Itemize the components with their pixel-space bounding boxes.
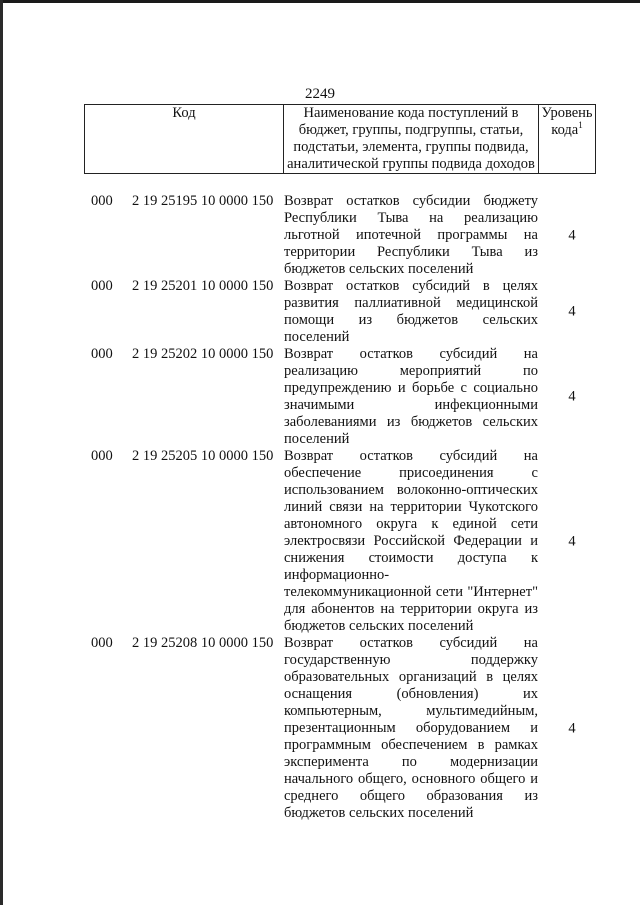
header-name-line: подстатьи, элемента, группы подвида, (293, 139, 529, 155)
description-line: поселений (284, 329, 350, 345)
code-level: 4 (568, 720, 576, 736)
header-level-text: кода (551, 122, 579, 138)
description-line: заболеваниями из бюджетов сельских (284, 414, 538, 430)
description-line: Возврат остатков субсидий в целях (284, 278, 538, 294)
description-line: бюджетов сельских поселений (284, 805, 474, 821)
table-row (0, 193, 640, 278)
budget-code: 2 19 25201 10 0000 150 (132, 278, 274, 294)
code-description (284, 278, 538, 346)
description-line: информационно- (284, 567, 390, 583)
description-line: льготной ипотечной программы на (284, 227, 538, 243)
code-rows (0, 193, 640, 822)
description-line: снижения стоимости доступа к (284, 550, 538, 566)
description-line: программным обеспечением в рамках (284, 737, 538, 753)
description-line: презентационным оборудованием и (284, 720, 538, 736)
code-level: 4 (568, 227, 576, 243)
description-line: компьютерным, мультимедийным, (284, 703, 538, 719)
table-row (0, 346, 640, 448)
page-number: 2249 (305, 86, 335, 102)
budget-code: 2 19 25208 10 0000 150 (132, 635, 274, 651)
description-line: значимыми инфекционными (284, 397, 538, 413)
header-name-line: бюджет, группы, подгруппы, статьи, (298, 122, 524, 138)
description-line: предупреждению и борьбе с социально (284, 380, 538, 396)
code-level: 4 (568, 533, 576, 549)
description-line: электросвязи Российской Федерации и (284, 533, 538, 549)
admin-code: 000 (91, 278, 113, 294)
admin-code: 000 (91, 346, 113, 362)
description-line: Возврат остатков субсидий на (284, 448, 538, 464)
budget-code: 2 19 25202 10 0000 150 (132, 346, 274, 362)
description-line: линий связи на территории Чукотского (284, 499, 538, 515)
description-line: образовательных организаций в целях (284, 669, 538, 685)
admin-code: 000 (91, 193, 113, 209)
table-row (0, 448, 640, 635)
description-line: оснащения (обновления) их (284, 686, 538, 702)
description-line: эксперимента по модернизации (284, 754, 538, 770)
header-name-line: Наименование кода поступлений в (303, 105, 519, 121)
scan-edge-top (0, 0, 640, 3)
description-line: бюджетов сельских поселений (284, 618, 474, 634)
description-line: территории Республики Тыва из (284, 244, 538, 260)
description-line: обеспечение присоединения с (284, 465, 538, 481)
description-line: Республики Тыва на реализацию (284, 210, 538, 226)
header-name (284, 105, 539, 174)
code-description (284, 346, 538, 448)
description-line: начального общего, основного общего и (284, 771, 538, 787)
code-level: 4 (568, 388, 576, 405)
description-line: бюджетов сельских поселений (284, 261, 474, 277)
header-name-line: аналитической группы подвида доходов (287, 156, 535, 172)
code-level: 4 (568, 303, 576, 320)
header-code: Код (85, 105, 284, 174)
description-line: помощи из бюджетов сельских (284, 312, 538, 328)
budget-code: 2 19 25195 10 0000 150 (132, 193, 274, 209)
code-description (284, 448, 538, 635)
budget-code: 2 19 25205 10 0000 150 (132, 448, 274, 464)
description-line: поселений (284, 431, 350, 447)
description-line: среднего общего образования из (284, 788, 538, 804)
table-row (0, 635, 640, 822)
footnote-marker: 1 (578, 120, 583, 131)
admin-code: 000 (91, 635, 113, 651)
table-row (0, 278, 640, 346)
admin-code: 000 (91, 448, 113, 464)
header-level-line2 (541, 122, 593, 139)
description-line: реализацию мероприятий по (284, 363, 538, 379)
code-description (284, 635, 538, 822)
description-line: Возврат остатков субсидий на (284, 346, 538, 362)
description-line: государственную поддержку (284, 652, 538, 668)
description-line: автономного округа к единой сети (284, 516, 538, 532)
code-description (284, 193, 538, 278)
description-line: Возврат остатков субсидии бюджету (284, 193, 538, 209)
table-header (84, 104, 596, 174)
description-line: телекоммуникационной сети "Интернет" (284, 584, 538, 600)
description-line: Возврат остатков субсидий на (284, 635, 538, 651)
description-line: использованием волоконно-оптических (284, 482, 538, 498)
description-line: для абонентов на территории округа из (284, 601, 538, 617)
header-level (539, 105, 596, 174)
header-level-line1: Уровень (541, 105, 593, 121)
description-line: развития паллиативной медицинской (284, 295, 538, 311)
